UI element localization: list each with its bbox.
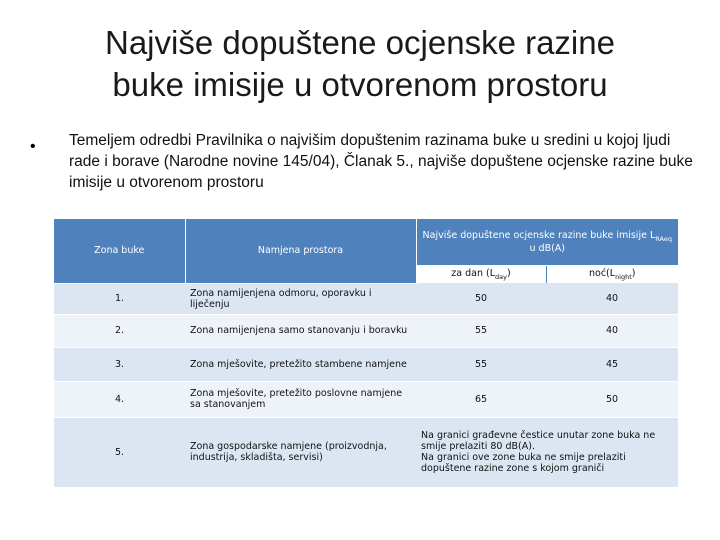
night-cell: 40 — [546, 283, 678, 314]
night-cell: 45 — [546, 347, 678, 381]
intro-paragraph: Temeljem odredbi Pravilnika o najvišim dopuštenim razinama buke u sredini u kojoj ljudi rade i borave (Narodne novine 145/04), Članak 5., najviše dopuštene ocjenske razine buke imisije u otvorenom prostoru — [69, 132, 693, 191]
header-night: $noć(L_{night})$ — [546, 265, 678, 283]
slide-title — [40, 22, 680, 106]
day-cell: 65 — [416, 381, 546, 417]
header-levels: Najviše dopuštene ocjenske razine buke imisije $L_{RAeq}$ u dB(A) — [416, 219, 678, 265]
zone-cell: 5. — [54, 417, 185, 487]
zone-cell: 3. — [54, 347, 185, 381]
table-row — [54, 314, 678, 347]
table-row — [54, 417, 678, 487]
zone-cell: 4. — [54, 381, 185, 417]
note-line-1: Na granici građevne čestice unutar zone buka ne smije prelaziti 80 dB(A). — [421, 430, 656, 452]
purpose-cell: Zona mješovite, pretežito stambene namjene — [185, 347, 416, 381]
zone-cell: 1. — [54, 283, 185, 314]
table-row — [54, 283, 678, 314]
night-cell: 50 — [546, 381, 678, 417]
title-line-1: Najviše dopuštene ocjenske razine — [105, 24, 615, 61]
title-line-2: buke imisije u otvorenom prostoru — [112, 66, 608, 103]
day-cell: 55 — [416, 347, 546, 381]
day-cell: 50 — [416, 283, 546, 314]
note-cell — [416, 417, 678, 487]
night-cell: 40 — [546, 314, 678, 347]
zone-cell: 2. — [54, 314, 185, 347]
header-purpose: Namjena prostora — [185, 219, 416, 283]
noise-level-table — [54, 219, 678, 488]
table-row — [54, 347, 678, 381]
bullet-marker: • — [30, 138, 36, 155]
header-day: za dan $(L_{day})$ — [416, 265, 546, 283]
note-line-2: Na granici ove zone buka ne smije prelaziti dopuštene razine zone s kojom graniči — [421, 452, 626, 474]
day-cell: 55 — [416, 314, 546, 347]
table-row — [54, 381, 678, 417]
header-zone: Zona buke — [54, 219, 185, 283]
purpose-cell: Zona namijenjena odmoru, oporavku i liječenju — [185, 283, 416, 314]
purpose-cell: Zona mješovite, pretežito poslovne namjene sa stanovanjem — [185, 381, 416, 417]
purpose-cell: Zona gospodarske namjene (proizvodnja, industrija, skladišta, servisi) — [185, 417, 416, 487]
purpose-cell: Zona namijenjena samo stanovanju i boravku — [185, 314, 416, 347]
